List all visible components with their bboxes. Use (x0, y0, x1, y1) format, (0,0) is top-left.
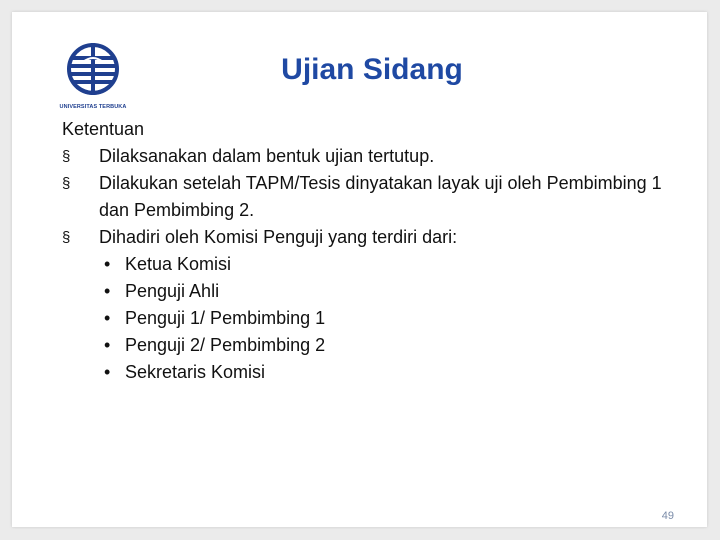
list-item-text: Dilakukan setelah TAPM/Tesis dinyatakan layak uji oleh Pembimbing 1 dan Pembimbing 2. (99, 173, 662, 220)
slide-title: Ujian Sidang (281, 53, 463, 86)
list-item (99, 278, 682, 305)
bullet-icon: • (104, 281, 111, 301)
list-item (99, 305, 682, 332)
list-item-text: Penguji 1/ Pembimbing 1 (125, 308, 326, 328)
page-number: 49 (661, 510, 674, 522)
list-item (99, 332, 682, 359)
list-item-text: Dilaksanakan dalam bentuk ujian tertutup. (99, 146, 435, 166)
bullet-icon: • (104, 362, 111, 382)
universitas-terbuka-logo (52, 40, 134, 116)
list-item (99, 251, 682, 278)
logo-caption: UNIVERSITAS TERBUKA (59, 104, 127, 110)
bullet-icon: • (104, 335, 111, 355)
list-item-text: Sekretaris Komisi (125, 362, 266, 382)
square-bullet-icon: § (62, 148, 71, 165)
section-heading: Ketentuan (62, 119, 145, 139)
square-bullet-icon: § (62, 229, 71, 246)
list-item (99, 359, 682, 386)
requirements-list (62, 143, 682, 386)
list-item-text: Dihadiri oleh Komisi Penguji yang terdiri dari: (99, 227, 458, 247)
slide-content (62, 116, 682, 386)
bullet-icon: • (104, 254, 111, 274)
globe-emblem-icon (52, 40, 134, 104)
square-bullet-icon: § (62, 175, 71, 192)
bullet-icon: • (104, 308, 111, 328)
list-item-text: Ketua Komisi (125, 254, 232, 274)
list-item (62, 170, 682, 224)
list-item (62, 224, 682, 386)
committee-list (99, 251, 682, 386)
list-item-text: Penguji 2/ Pembimbing 2 (125, 335, 326, 355)
slide (12, 12, 707, 527)
list-item (62, 143, 682, 170)
list-item-text: Penguji Ahli (125, 281, 220, 301)
